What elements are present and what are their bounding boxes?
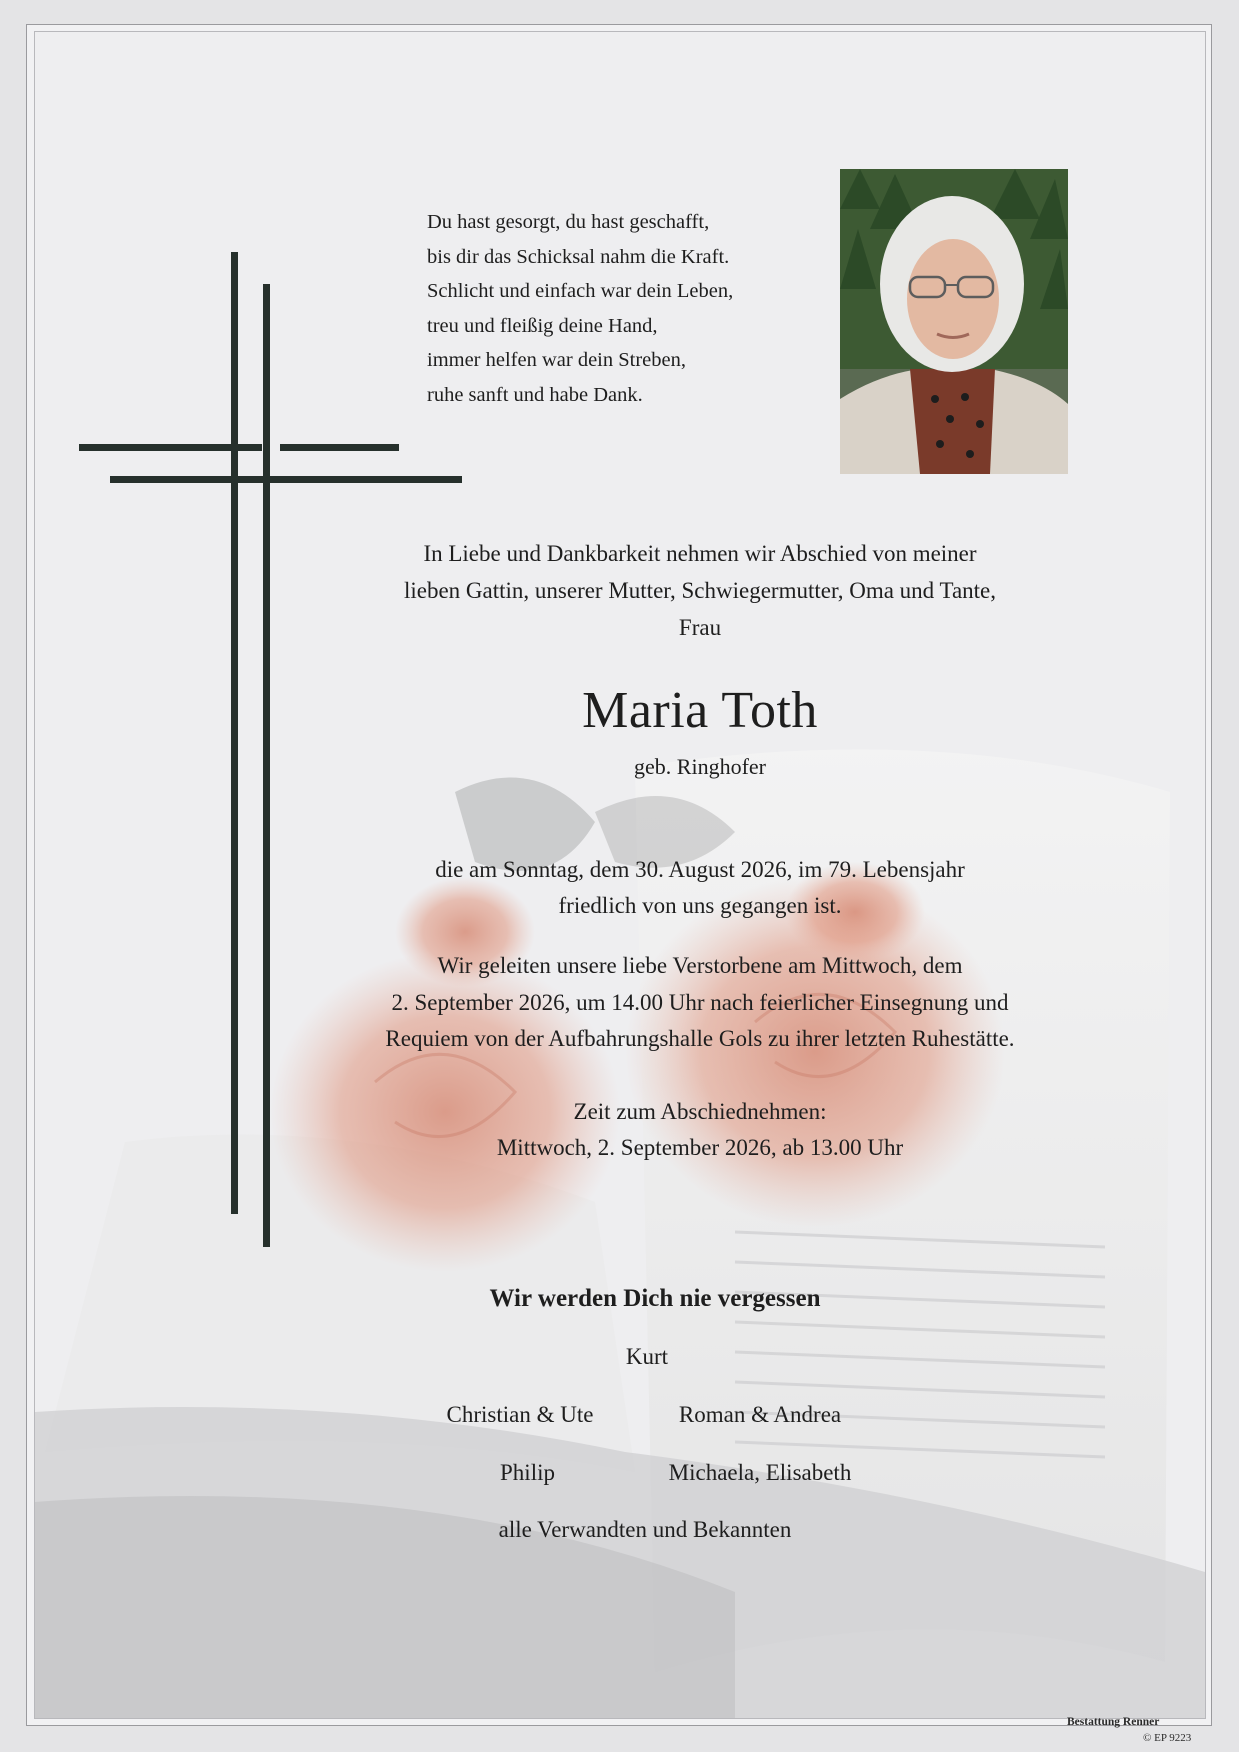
funeral-line: Wir geleiten unsere liebe Verstorbene am Mittwoch, dem [437, 953, 963, 978]
poem [427, 205, 733, 413]
cross-horizontal-top-right [280, 444, 399, 451]
maiden-name: geb. Ringhofer [634, 754, 766, 779]
funeral-home-credit: Bestattung Renner [1067, 1716, 1160, 1728]
family-member: Philip [500, 1460, 555, 1485]
document-code: © EP 9223 [1143, 1732, 1192, 1744]
cross-horizontal-top-left [79, 444, 262, 451]
intro-line: In Liebe und Dankbarkeit nehmen wir Abschied von meiner [423, 541, 977, 566]
intro-line: lieben Gattin, unserer Mutter, Schwiegermutter, Oma und Tante, [403, 578, 997, 603]
poem-line: ruhe sanft und habe Dank. [427, 383, 643, 406]
deceased-name: Maria Toth [582, 682, 818, 739]
family-member: Roman & Andrea [678, 1402, 842, 1427]
poem-line: treu und fleißig deine Hand, [427, 314, 658, 337]
family-spouse: Kurt [625, 1344, 669, 1369]
funeral-details [300, 948, 1100, 1058]
poem-line: Du hast gesorgt, du hast geschafft, [427, 211, 710, 233]
poem-line: Schlicht und einfach war dein Leben, [427, 280, 734, 303]
closing-phrase: Wir werden Dich nie vergessen [489, 1285, 821, 1312]
funeral-line: 2. September 2026, um 14.00 Uhr nach feierlicher Einsegnung und [391, 989, 1009, 1015]
funeral-line: Requiem von der Aufbahrungshalle Gols zu ihrer letzten Ruhestätte. [385, 1026, 1015, 1051]
farewell-date: Mittwoch, 2. September 2026, ab 13.00 Uhr [496, 1135, 904, 1160]
poem-line: bis dir das Schicksal nahm die Kraft. [427, 245, 730, 268]
portrait-image [840, 169, 1068, 474]
intro-line: Frau [678, 615, 722, 640]
cross-vertical-right [263, 284, 270, 1247]
cross-vertical-left [231, 252, 238, 1214]
family-others: alle Verwandten und Bekannten [498, 1517, 792, 1542]
poem-line: immer helfen war dein Streben, [427, 349, 687, 372]
farewell-time [300, 1094, 1100, 1166]
family-member: Michaela, Elisabeth [668, 1460, 852, 1485]
death-notice [300, 852, 1100, 924]
intro-text [300, 535, 1100, 646]
cross-horizontal-bottom [110, 476, 462, 483]
family-member: Christian & Ute [446, 1402, 594, 1427]
farewell-heading: Zeit zum Abschiednehmen: [573, 1099, 827, 1124]
death-line: friedlich von uns gegangen ist. [558, 893, 842, 918]
death-line: die am Sonntag, dem 30. August 2026, im 79. Lebensjahr [435, 857, 965, 882]
portrait-photo [840, 169, 1068, 474]
